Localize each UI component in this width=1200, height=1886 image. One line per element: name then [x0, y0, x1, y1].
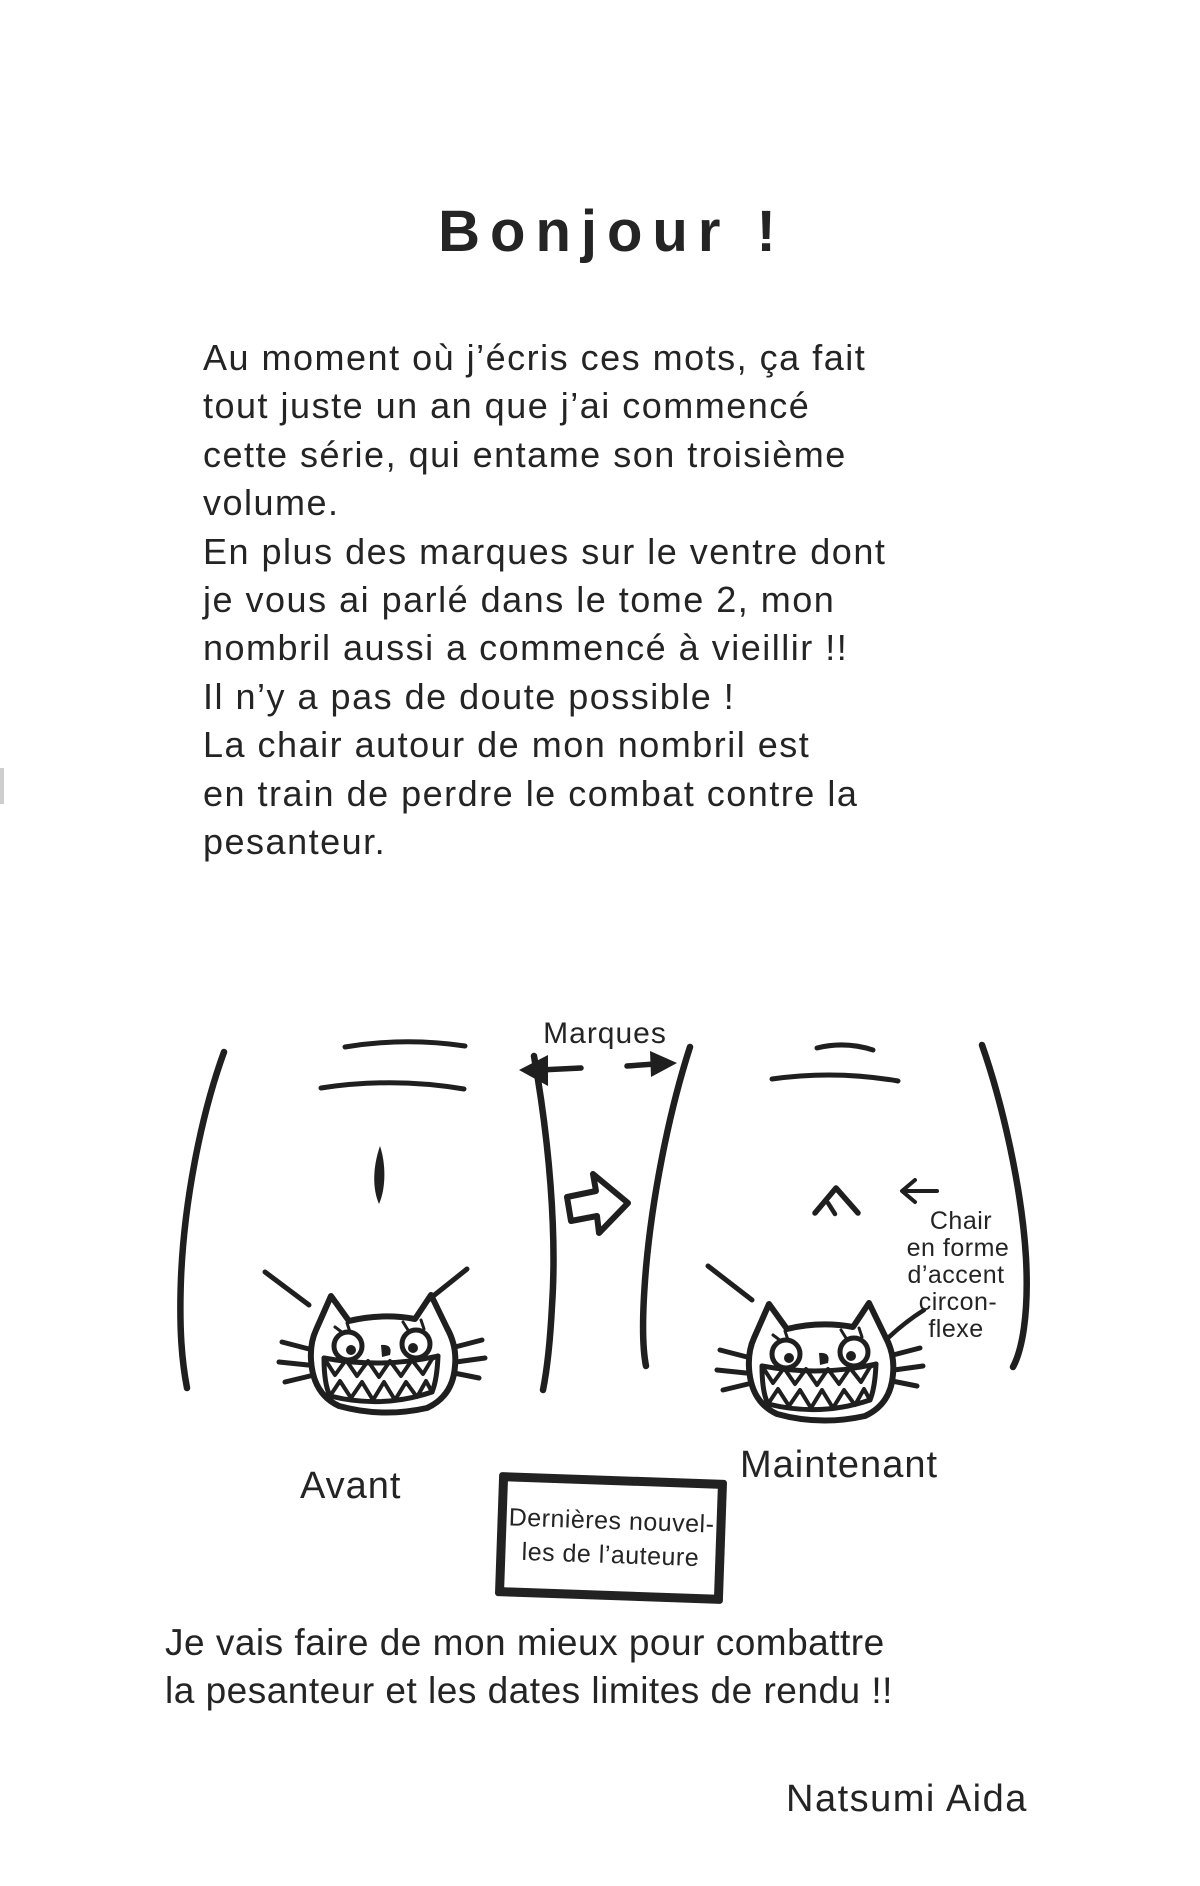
intro-line: nombril aussi a commencé à vieillir !!	[203, 627, 849, 669]
cat-face-after	[717, 1303, 923, 1421]
author-signature: Natsumi Aida	[786, 1778, 1028, 1820]
circumflex-navel	[815, 1188, 858, 1214]
author-news-line: les de l’auteure	[521, 1537, 700, 1573]
intro-line: je vous ai parlé dans le tome 2, mon	[203, 579, 836, 621]
after-caption: Maintenant	[740, 1444, 939, 1486]
intro-line: en train de perdre le combat contre la	[203, 772, 859, 814]
intro-line: volume.	[203, 482, 340, 524]
before-caption: Avant	[300, 1465, 402, 1507]
closing-paragraph	[165, 1619, 1065, 1715]
chair-note	[907, 1207, 1010, 1343]
chair-note-line: Chair	[929, 1207, 993, 1235]
intro-line: Au moment où j’écris ces mots, ça fait	[203, 337, 867, 378]
belly-before-drawing	[180, 1042, 553, 1413]
marques-label: Marques	[543, 1017, 667, 1050]
chair-note-line: en forme	[906, 1234, 1010, 1262]
intro-line: La chair autour de mon nombril est	[203, 724, 811, 766]
intro-line: tout juste un an que j’ai commencé	[203, 385, 811, 427]
cat-face-before	[279, 1295, 485, 1413]
intro-line: cette série, qui entame son troisième	[203, 433, 847, 475]
transform-arrow-icon	[567, 1174, 628, 1233]
chair-note-line: d’accent	[907, 1261, 1005, 1289]
marques-left-arrow-icon	[519, 1055, 581, 1086]
chair-note-line: flexe	[928, 1315, 984, 1343]
closing-line: Je vais faire de mon mieux pour combattre	[165, 1622, 885, 1663]
author-news-box	[495, 1472, 727, 1604]
closing-line: la pesanteur et les dates limites de rendu !!	[165, 1670, 893, 1711]
intro-line: En plus des marques sur le ventre dont	[203, 530, 887, 572]
chair-pointer-arrow-icon	[902, 1180, 937, 1202]
page-title: Bonjour !	[438, 199, 786, 264]
chair-note-line: circon-	[918, 1288, 998, 1316]
author-news-line: Dernières nouvel-	[508, 1503, 715, 1539]
marques-right-arrow-icon	[627, 1051, 677, 1077]
navel-slit	[374, 1146, 384, 1204]
intro-line: pesanteur.	[203, 821, 387, 863]
intro-line: Il n’y a pas de doute possible !	[203, 675, 736, 717]
